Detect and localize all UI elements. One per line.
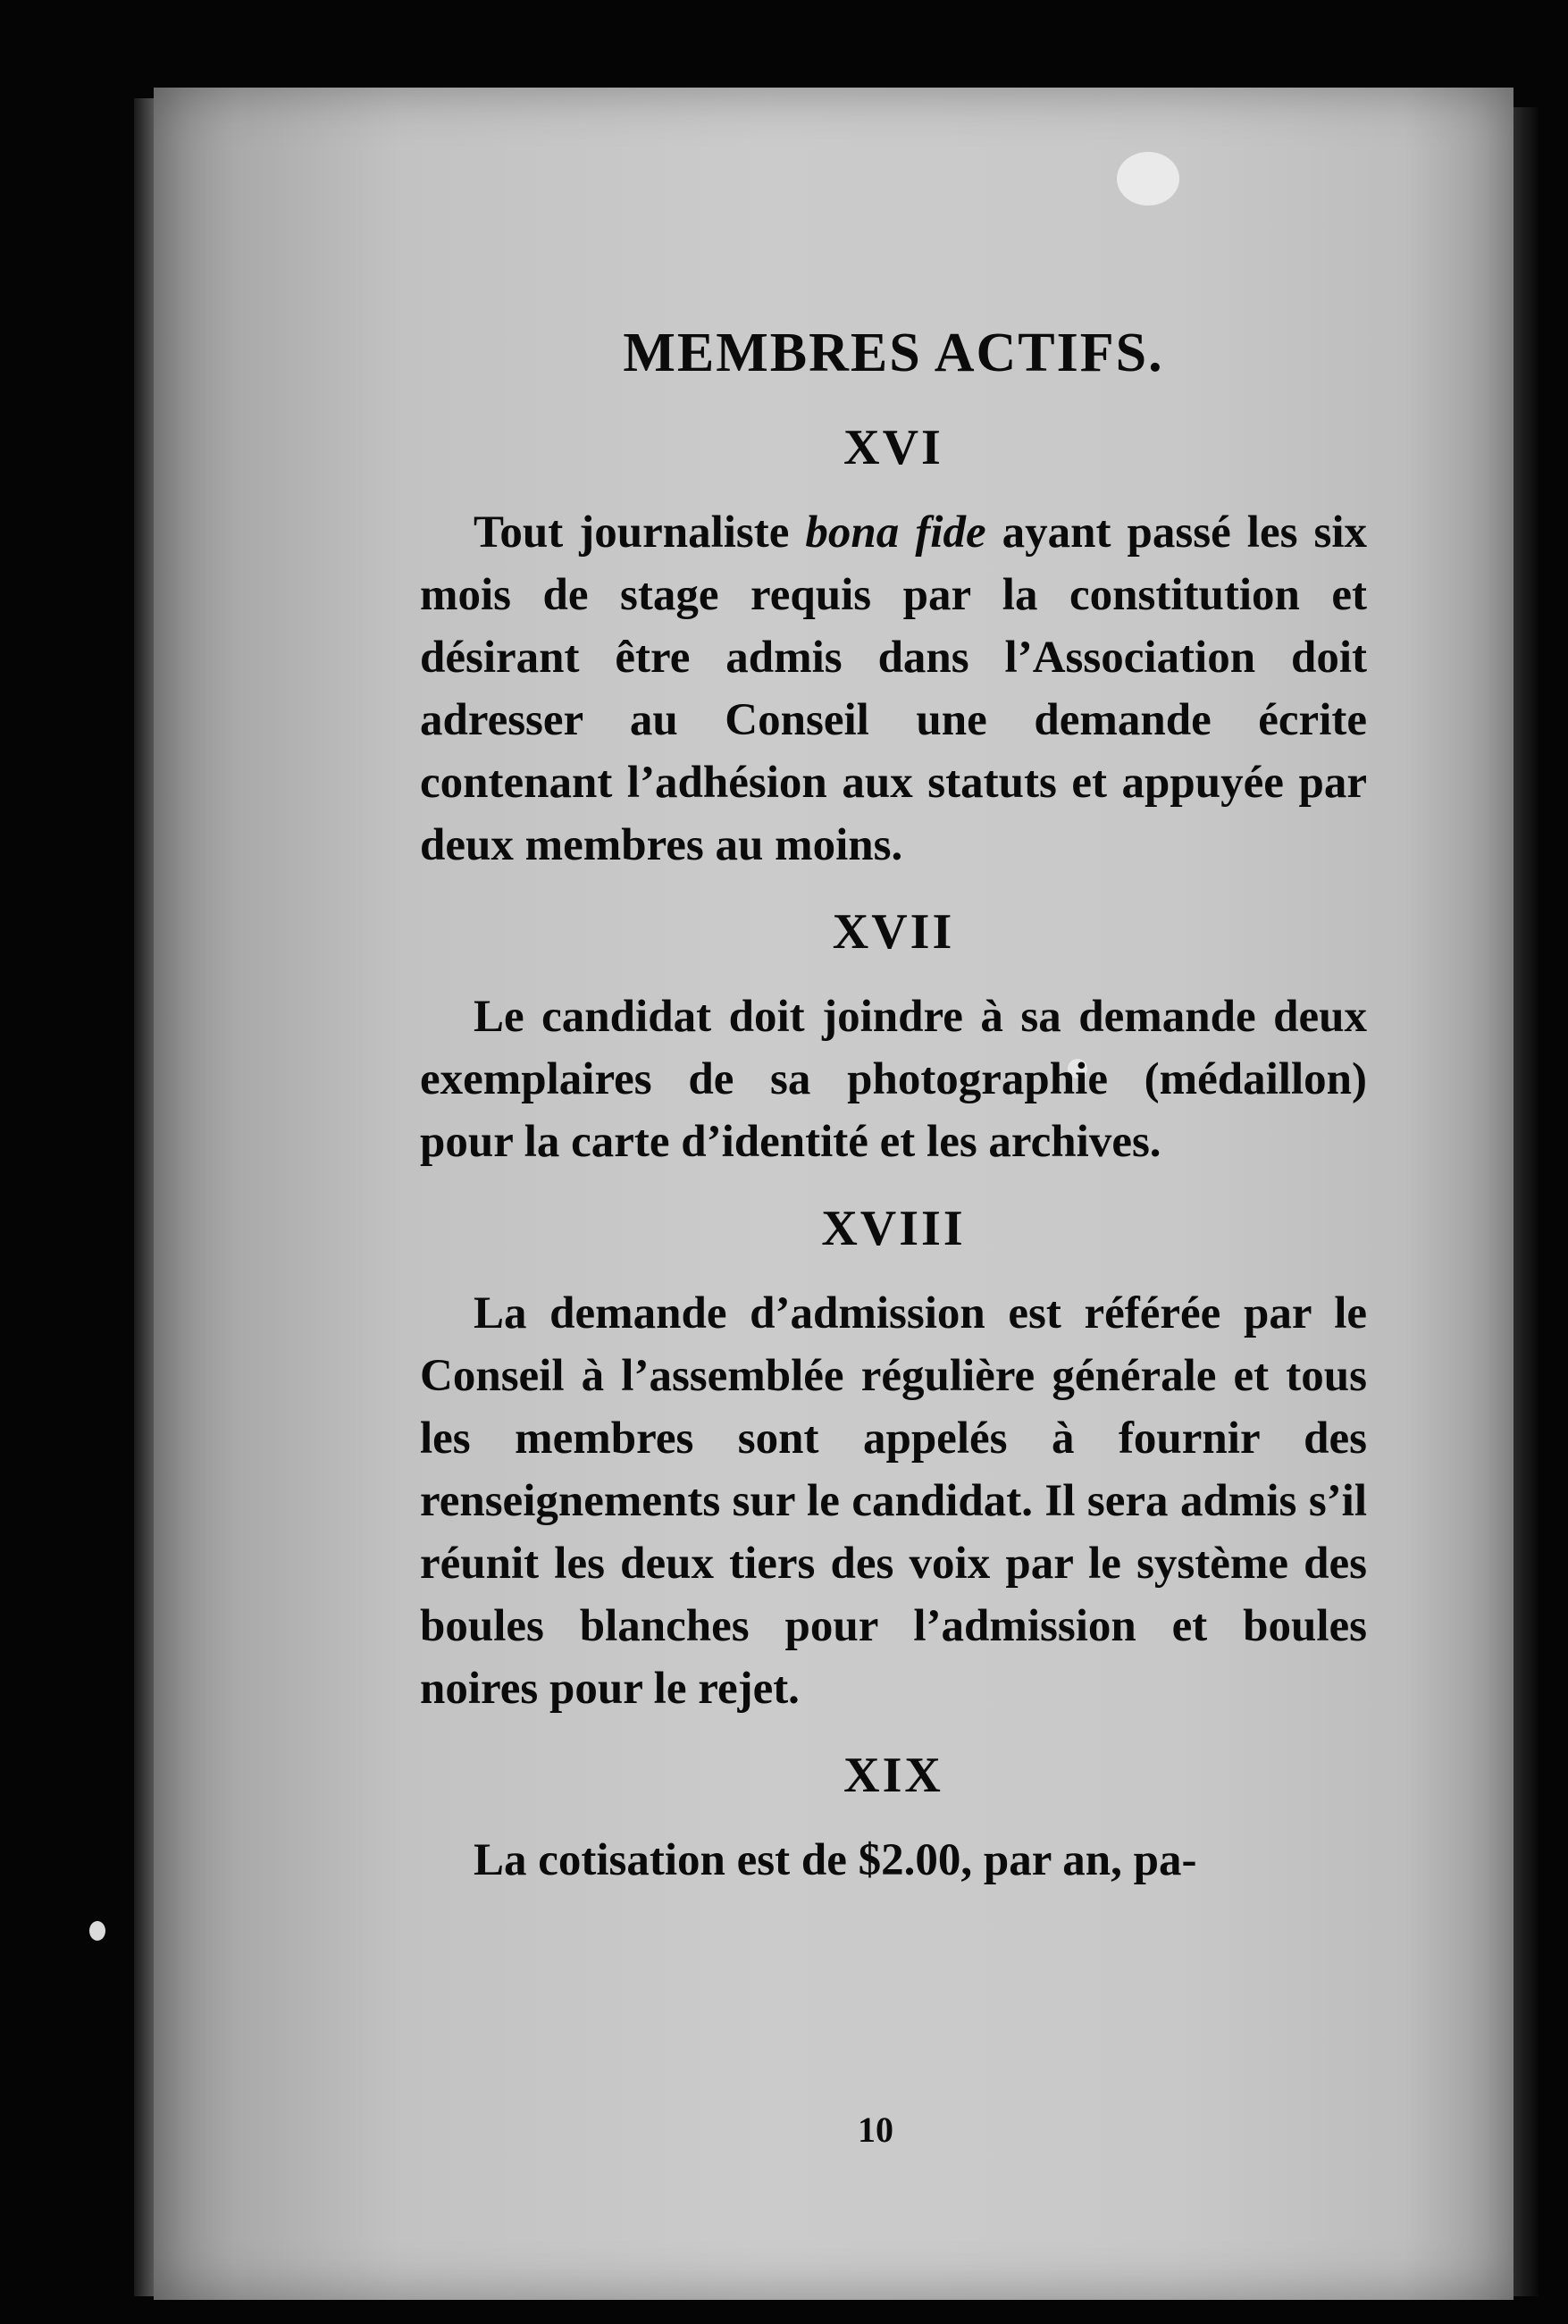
article-paragraph: La cotisation est de $2.00, par an, pa- [474,1835,1197,1885]
article-text: ayant passé les six mois de stage requis par la constitution et désirant être admis dans l’Association doit adresser au Conseil une demande écrite contenant l’adhésion aux statuts et appuyée par deux membres au moins. [420,508,1367,870]
article-number: XVI [843,420,943,475]
article-number: XVII [832,904,955,960]
article-number: XVIII [821,1201,966,1256]
page-text [420,322,1367,1918]
section-heading: MEMBRES ACTIFS. [623,323,1164,383]
article-number: XIX [843,1748,943,1803]
page-edge [1513,107,1539,2296]
paper-speck [89,1921,105,1941]
article-italic-text: bona fide [805,508,986,558]
article-paragraph: Le candidat doit joindre à sa demande deux exemplaires de sa photographie (médaillon) pour la carte d’identité et les archives. [420,992,1367,1167]
article-paragraph [420,501,1367,877]
article-paragraph: La demande d’admission est référée par le Conseil à l’assemblée régulière générale et tous les membres sont appelés à fournir des renseignements sur le candidat. Il sera admis s’il réunit les deux tiers des voix par le système des boules blanches pour l’admission et boules noires pour le rejet. [420,1288,1367,1714]
article-text: Tout journaliste [474,508,806,558]
paper-speck [1117,152,1179,206]
page-number: 10 [858,2110,893,2150]
